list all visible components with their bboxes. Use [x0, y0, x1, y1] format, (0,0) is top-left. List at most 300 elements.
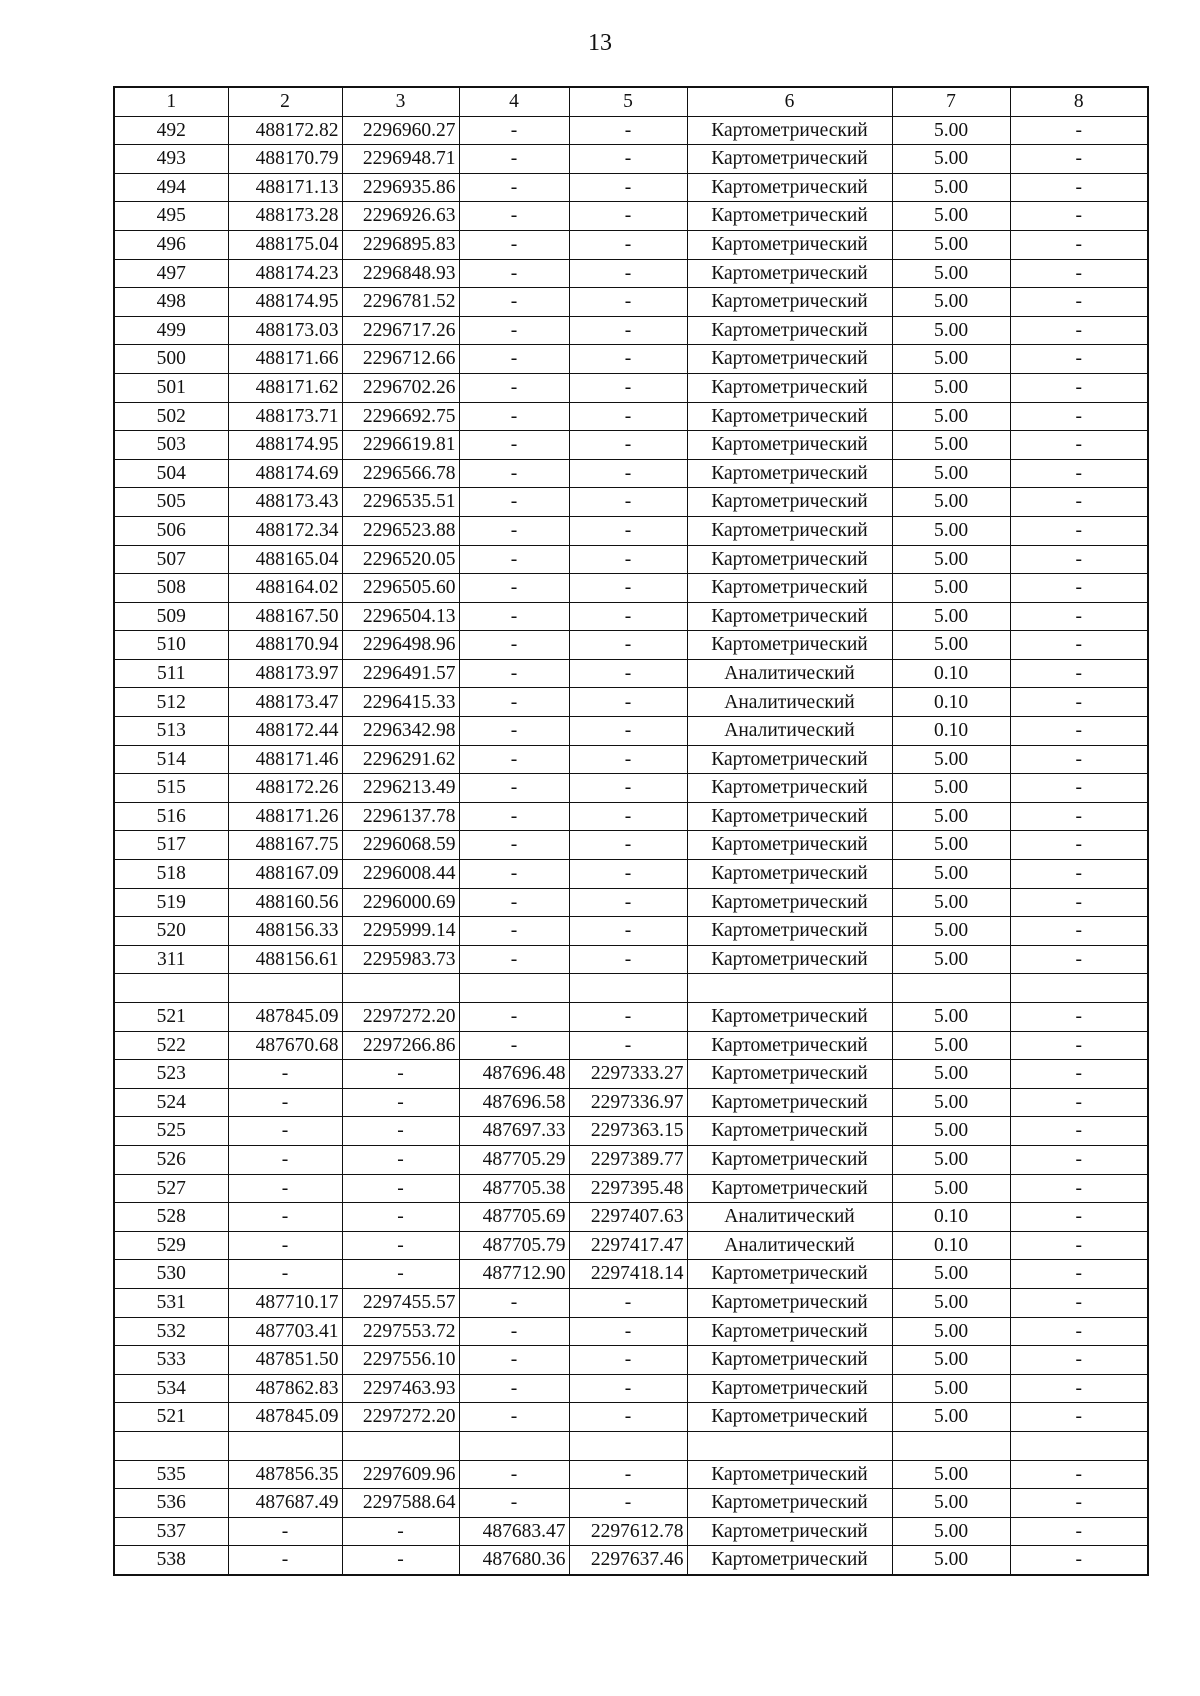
- table-row: [114, 1031, 1148, 1060]
- table-cell-col-7: 5.00: [892, 1260, 1010, 1289]
- table-cell-col-2: 488172.34: [228, 516, 342, 545]
- table-cell-col-8: -: [1010, 173, 1148, 202]
- table-cell-col-2: 488173.47: [228, 688, 342, 717]
- table-cell-col-2: 487862.83: [228, 1374, 342, 1403]
- table-cell-col-7: 5.00: [892, 431, 1010, 460]
- table-cell-col-1: 531: [114, 1288, 228, 1317]
- table-cell-col-5: -: [569, 1460, 687, 1489]
- table-cell-col-7: 5.00: [892, 1174, 1010, 1203]
- table-row: [114, 1174, 1148, 1203]
- table-cell-col-3: 2297609.96: [342, 1460, 459, 1489]
- column-header-4: 4: [459, 87, 569, 116]
- table-row: [114, 659, 1148, 688]
- table-cell-col-8: -: [1010, 774, 1148, 803]
- table-cell-col-5: -: [569, 1288, 687, 1317]
- table-cell-col-4: -: [459, 230, 569, 259]
- table-cell-col-5: 2297389.77: [569, 1145, 687, 1174]
- table-cell-col-3: 2296717.26: [342, 316, 459, 345]
- table-cell-col-3: -: [342, 1260, 459, 1289]
- table-cell-col-3: 2296702.26: [342, 373, 459, 402]
- table-cell-col-7: 0.10: [892, 659, 1010, 688]
- table-cell-col-4: -: [459, 373, 569, 402]
- coordinates-table: [113, 86, 1149, 1576]
- table-cell-col-1: 504: [114, 459, 228, 488]
- table-cell-col-6: Картометрический: [687, 230, 892, 259]
- table-cell-col-7: 5.00: [892, 1317, 1010, 1346]
- table-cell-col-2: 487687.49: [228, 1489, 342, 1518]
- table-cell-col-5: -: [569, 717, 687, 746]
- table-cell-col-5: -: [569, 345, 687, 374]
- table-cell-col-7: 5.00: [892, 945, 1010, 974]
- table-cell-col-8: -: [1010, 1260, 1148, 1289]
- table-cell-col-1: 534: [114, 1374, 228, 1403]
- table-cell-col-3: 2296213.49: [342, 774, 459, 803]
- table-cell-col-2: -: [228, 1517, 342, 1546]
- table-cell-col-8: -: [1010, 1231, 1148, 1260]
- table-cell-col-3: [342, 974, 459, 1003]
- table-cell-col-6: Картометрический: [687, 1288, 892, 1317]
- table-cell-col-8: -: [1010, 1517, 1148, 1546]
- table-cell-col-8: -: [1010, 1088, 1148, 1117]
- table-cell-col-2: -: [228, 1546, 342, 1575]
- table-cell-col-3: 2296520.05: [342, 545, 459, 574]
- table-cell-col-7: 5.00: [892, 1003, 1010, 1032]
- table-cell-col-8: -: [1010, 1174, 1148, 1203]
- table-cell-col-2: 488171.26: [228, 802, 342, 831]
- table-cell-col-4: -: [459, 602, 569, 631]
- table-cell-col-3: 2295983.73: [342, 945, 459, 974]
- table-cell-col-4: -: [459, 1031, 569, 1060]
- table-cell-col-4: -: [459, 831, 569, 860]
- table-cell-col-4: -: [459, 1489, 569, 1518]
- table-cell-col-3: 2296895.83: [342, 230, 459, 259]
- table-row: [114, 1517, 1148, 1546]
- table-cell-col-5: -: [569, 173, 687, 202]
- table-cell-col-1: 524: [114, 1088, 228, 1117]
- table-cell-col-1: 522: [114, 1031, 228, 1060]
- table-cell-col-8: -: [1010, 1317, 1148, 1346]
- table-cell-col-7: 5.00: [892, 1288, 1010, 1317]
- table-cell-col-8: -: [1010, 1288, 1148, 1317]
- table-row: [114, 1403, 1148, 1432]
- table-cell-col-6: Картометрический: [687, 1003, 892, 1032]
- table-cell-col-7: 5.00: [892, 402, 1010, 431]
- table-cell-col-7: 5.00: [892, 1145, 1010, 1174]
- table-cell-col-4: -: [459, 431, 569, 460]
- table-cell-col-1: 521: [114, 1403, 228, 1432]
- table-cell-col-3: 2296000.69: [342, 888, 459, 917]
- table-cell-col-7: 5.00: [892, 745, 1010, 774]
- table-cell-col-6: Картометрический: [687, 516, 892, 545]
- table-row: [114, 945, 1148, 974]
- table-cell-col-8: -: [1010, 688, 1148, 717]
- table-cell-col-2: 487845.09: [228, 1403, 342, 1432]
- table-cell-col-6: [687, 974, 892, 1003]
- table-cell-col-4: -: [459, 631, 569, 660]
- table-cell-col-5: -: [569, 316, 687, 345]
- table-cell-col-6: Картометрический: [687, 373, 892, 402]
- table-cell-col-7: 5.00: [892, 1088, 1010, 1117]
- table-cell-col-2: 488175.04: [228, 230, 342, 259]
- table-row: [114, 288, 1148, 317]
- table-cell-col-5: -: [569, 1374, 687, 1403]
- table-cell-col-6: Картометрический: [687, 831, 892, 860]
- table-cell-col-1: 538: [114, 1546, 228, 1575]
- table-cell-col-3: 2297266.86: [342, 1031, 459, 1060]
- table-cell-col-8: -: [1010, 1031, 1148, 1060]
- table-cell-col-8: -: [1010, 631, 1148, 660]
- table-cell-col-6: Картометрический: [687, 488, 892, 517]
- table-cell-col-8: -: [1010, 545, 1148, 574]
- table-cell-col-2: 487710.17: [228, 1288, 342, 1317]
- table-cell-col-3: 2296926.63: [342, 202, 459, 231]
- table-cell-col-1: 528: [114, 1203, 228, 1232]
- table-cell-col-5: 2297395.48: [569, 1174, 687, 1203]
- table-cell-col-3: -: [342, 1174, 459, 1203]
- table-cell-col-4: -: [459, 917, 569, 946]
- table-cell-col-1: 505: [114, 488, 228, 517]
- table-cell-col-3: -: [342, 1060, 459, 1089]
- column-header-7: 7: [892, 87, 1010, 116]
- table-cell-col-6: Картометрический: [687, 1117, 892, 1146]
- table-cell-col-2: 488174.95: [228, 431, 342, 460]
- table-cell-col-3: 2296935.86: [342, 173, 459, 202]
- table-cell-col-3: 2295999.14: [342, 917, 459, 946]
- table-cell-col-7: 5.00: [892, 888, 1010, 917]
- table-cell-col-1: 516: [114, 802, 228, 831]
- table-cell-col-1: 311: [114, 945, 228, 974]
- table-cell-col-5: 2297418.14: [569, 1260, 687, 1289]
- table-cell-col-8: -: [1010, 945, 1148, 974]
- table-cell-col-3: 2296712.66: [342, 345, 459, 374]
- table-cell-col-2: 488173.43: [228, 488, 342, 517]
- table-cell-col-2: 488173.97: [228, 659, 342, 688]
- column-header-1: 1: [114, 87, 228, 116]
- table-cell-col-3: -: [342, 1145, 459, 1174]
- table-cell-col-2: -: [228, 1060, 342, 1089]
- table-cell-col-2: 487703.41: [228, 1317, 342, 1346]
- table-cell-col-8: -: [1010, 1489, 1148, 1518]
- table-cell-col-7: 5.00: [892, 202, 1010, 231]
- table-cell-col-2: 487851.50: [228, 1346, 342, 1375]
- table-cell-col-3: 2296523.88: [342, 516, 459, 545]
- table-cell-col-8: -: [1010, 1117, 1148, 1146]
- table-cell-col-7: 5.00: [892, 373, 1010, 402]
- table-cell-col-1: 512: [114, 688, 228, 717]
- table-cell-col-5: -: [569, 116, 687, 145]
- table-cell-col-3: 2296948.71: [342, 145, 459, 174]
- table-cell-col-5: -: [569, 1003, 687, 1032]
- table-cell-col-8: -: [1010, 802, 1148, 831]
- table-cell-col-4: 487712.90: [459, 1260, 569, 1289]
- table-cell-col-1: 497: [114, 259, 228, 288]
- separator-row: [114, 1431, 1148, 1460]
- separator-row: [114, 974, 1148, 1003]
- table-cell-col-4: -: [459, 516, 569, 545]
- table-row: [114, 602, 1148, 631]
- table-cell-col-3: 2296291.62: [342, 745, 459, 774]
- table-cell-col-2: 487845.09: [228, 1003, 342, 1032]
- table-cell-col-6: Картометрический: [687, 316, 892, 345]
- table-cell-col-4: -: [459, 459, 569, 488]
- table-cell-col-8: -: [1010, 1145, 1148, 1174]
- table-cell-col-6: Картометрический: [687, 1374, 892, 1403]
- table-row: [114, 230, 1148, 259]
- table-cell-col-3: 2296491.57: [342, 659, 459, 688]
- table-cell-col-6: Картометрический: [687, 802, 892, 831]
- table-cell-col-1: 495: [114, 202, 228, 231]
- table-cell-col-4: -: [459, 802, 569, 831]
- table-row: [114, 1145, 1148, 1174]
- table-row: [114, 1060, 1148, 1089]
- table-cell-col-1: 527: [114, 1174, 228, 1203]
- table-cell-col-6: Картометрический: [687, 431, 892, 460]
- table-row: [114, 1003, 1148, 1032]
- table-cell-col-7: [892, 1431, 1010, 1460]
- table-cell-col-2: 488172.82: [228, 116, 342, 145]
- table-cell-col-6: Картометрический: [687, 1346, 892, 1375]
- table-cell-col-5: -: [569, 402, 687, 431]
- table-cell-col-5: -: [569, 659, 687, 688]
- table-cell-col-4: -: [459, 488, 569, 517]
- table-row: [114, 488, 1148, 517]
- table-row: [114, 1231, 1148, 1260]
- table-cell-col-3: -: [342, 1231, 459, 1260]
- table-cell-col-3: 2297455.57: [342, 1288, 459, 1317]
- table-cell-col-7: 5.00: [892, 1403, 1010, 1432]
- table-cell-col-6: Картометрический: [687, 860, 892, 889]
- table-cell-col-2: -: [228, 1088, 342, 1117]
- table-header-row: [114, 87, 1148, 116]
- table-cell-col-6: Аналитический: [687, 659, 892, 688]
- table-cell-col-5: 2297363.15: [569, 1117, 687, 1146]
- table-cell-col-3: 2297272.20: [342, 1403, 459, 1432]
- table-cell-col-7: 5.00: [892, 1460, 1010, 1489]
- table-cell-col-2: 488173.71: [228, 402, 342, 431]
- table-row: [114, 688, 1148, 717]
- column-header-6: 6: [687, 87, 892, 116]
- table-cell-col-7: [892, 974, 1010, 1003]
- table-cell-col-8: [1010, 974, 1148, 1003]
- table-cell-col-1: 493: [114, 145, 228, 174]
- table-cell-col-6: Картометрический: [687, 745, 892, 774]
- table-cell-col-8: -: [1010, 230, 1148, 259]
- table-cell-col-5: -: [569, 574, 687, 603]
- table-cell-col-4: -: [459, 1403, 569, 1432]
- table-cell-col-1: [114, 974, 228, 1003]
- table-cell-col-8: -: [1010, 1374, 1148, 1403]
- table-cell-col-6: Картометрический: [687, 202, 892, 231]
- table-cell-col-5: -: [569, 1489, 687, 1518]
- table-cell-col-2: 488164.02: [228, 574, 342, 603]
- table-cell-col-5: -: [569, 917, 687, 946]
- table-cell-col-4: -: [459, 745, 569, 774]
- table-cell-col-8: -: [1010, 831, 1148, 860]
- table-cell-col-4: -: [459, 202, 569, 231]
- table-row: [114, 459, 1148, 488]
- table-cell-col-7: 5.00: [892, 1031, 1010, 1060]
- table-cell-col-4: -: [459, 1003, 569, 1032]
- page-number: 13: [588, 30, 612, 56]
- table-cell-col-7: 5.00: [892, 574, 1010, 603]
- table-cell-col-7: 5.00: [892, 316, 1010, 345]
- table-cell-col-5: -: [569, 373, 687, 402]
- table-cell-col-1: 508: [114, 574, 228, 603]
- table-cell-col-2: 488156.33: [228, 917, 342, 946]
- table-cell-col-1: [114, 1431, 228, 1460]
- table-cell-col-7: 5.00: [892, 1117, 1010, 1146]
- table-cell-col-3: 2296505.60: [342, 574, 459, 603]
- table-cell-col-3: 2297272.20: [342, 1003, 459, 1032]
- table-cell-col-8: -: [1010, 316, 1148, 345]
- table-row: [114, 259, 1148, 288]
- table-row: [114, 1489, 1148, 1518]
- table-cell-col-8: -: [1010, 345, 1148, 374]
- table-cell-col-7: 5.00: [892, 917, 1010, 946]
- table-cell-col-2: [228, 1431, 342, 1460]
- table-cell-col-5: 2297637.46: [569, 1546, 687, 1575]
- table-cell-col-6: Картометрический: [687, 1260, 892, 1289]
- table-row: [114, 1088, 1148, 1117]
- table-cell-col-4: -: [459, 1460, 569, 1489]
- table-row: [114, 1260, 1148, 1289]
- table-row: [114, 545, 1148, 574]
- table-cell-col-3: 2296848.93: [342, 259, 459, 288]
- table-cell-col-4: -: [459, 1346, 569, 1375]
- table-cell-col-6: Картометрический: [687, 1317, 892, 1346]
- table-cell-col-7: 5.00: [892, 488, 1010, 517]
- table-cell-col-1: 525: [114, 1117, 228, 1146]
- table-cell-col-6: Картометрический: [687, 173, 892, 202]
- table-cell-col-1: 499: [114, 316, 228, 345]
- table-cell-col-1: 535: [114, 1460, 228, 1489]
- table-cell-col-2: -: [228, 1145, 342, 1174]
- table-cell-col-1: 520: [114, 917, 228, 946]
- table-cell-col-2: 488171.13: [228, 173, 342, 202]
- table-cell-col-8: -: [1010, 373, 1148, 402]
- table-cell-col-2: -: [228, 1117, 342, 1146]
- table-cell-col-7: 5.00: [892, 345, 1010, 374]
- table-cell-col-6: Картометрический: [687, 1403, 892, 1432]
- table-cell-col-2: 488174.95: [228, 288, 342, 317]
- table-cell-col-3: -: [342, 1088, 459, 1117]
- table-row: [114, 1317, 1148, 1346]
- table-cell-col-2: 488165.04: [228, 545, 342, 574]
- table-cell-col-7: 5.00: [892, 116, 1010, 145]
- table-cell-col-7: 5.00: [892, 1060, 1010, 1089]
- table-cell-col-5: -: [569, 1031, 687, 1060]
- table-cell-col-8: -: [1010, 145, 1148, 174]
- table-cell-col-1: 529: [114, 1231, 228, 1260]
- table-cell-col-1: 518: [114, 860, 228, 889]
- table-cell-col-8: -: [1010, 1060, 1148, 1089]
- table-cell-col-1: 511: [114, 659, 228, 688]
- table-cell-col-4: -: [459, 1317, 569, 1346]
- table-cell-col-2: -: [228, 1203, 342, 1232]
- table-cell-col-4: -: [459, 717, 569, 746]
- table-cell-col-6: Картометрический: [687, 1546, 892, 1575]
- table-cell-col-2: 488173.03: [228, 316, 342, 345]
- table-row: [114, 431, 1148, 460]
- table-cell-col-7: 5.00: [892, 1517, 1010, 1546]
- table-cell-col-7: 5.00: [892, 1374, 1010, 1403]
- table-cell-col-6: Картометрический: [687, 1174, 892, 1203]
- table-cell-col-1: 533: [114, 1346, 228, 1375]
- table-cell-col-8: -: [1010, 516, 1148, 545]
- table-cell-col-8: -: [1010, 745, 1148, 774]
- table-cell-col-6: Картометрический: [687, 574, 892, 603]
- table-cell-col-1: 509: [114, 602, 228, 631]
- table-cell-col-7: 5.00: [892, 831, 1010, 860]
- table-cell-col-8: [1010, 1431, 1148, 1460]
- table-cell-col-5: -: [569, 202, 687, 231]
- table-cell-col-5: -: [569, 516, 687, 545]
- table-cell-col-5: -: [569, 230, 687, 259]
- table-cell-col-2: 488171.46: [228, 745, 342, 774]
- table-cell-col-8: -: [1010, 860, 1148, 889]
- table-cell-col-1: 515: [114, 774, 228, 803]
- table-cell-col-3: 2296781.52: [342, 288, 459, 317]
- table-cell-col-5: -: [569, 288, 687, 317]
- table-cell-col-4: 487683.47: [459, 1517, 569, 1546]
- table-cell-col-4: -: [459, 888, 569, 917]
- table-cell-col-8: -: [1010, 116, 1148, 145]
- table-cell-col-2: 488171.62: [228, 373, 342, 402]
- table-cell-col-8: -: [1010, 574, 1148, 603]
- table-row: [114, 1374, 1148, 1403]
- table-cell-col-1: 537: [114, 1517, 228, 1546]
- table-cell-col-3: -: [342, 1117, 459, 1146]
- table-row: [114, 145, 1148, 174]
- table-row: [114, 202, 1148, 231]
- table-row: [114, 631, 1148, 660]
- table-cell-col-8: -: [1010, 402, 1148, 431]
- table-cell-col-1: 507: [114, 545, 228, 574]
- table-cell-col-4: 487696.58: [459, 1088, 569, 1117]
- column-header-5: 5: [569, 87, 687, 116]
- table-row: [114, 1117, 1148, 1146]
- table-cell-col-7: 0.10: [892, 688, 1010, 717]
- table-cell-col-6: Картометрический: [687, 402, 892, 431]
- table-cell-col-4: -: [459, 1374, 569, 1403]
- table-cell-col-5: -: [569, 145, 687, 174]
- table-cell-col-4: 487705.69: [459, 1203, 569, 1232]
- table-cell-col-4: 487697.33: [459, 1117, 569, 1146]
- table-cell-col-5: -: [569, 602, 687, 631]
- table-cell-col-1: 492: [114, 116, 228, 145]
- table-row: [114, 116, 1148, 145]
- table-cell-col-7: 5.00: [892, 602, 1010, 631]
- table-cell-col-2: 488167.75: [228, 831, 342, 860]
- table-cell-col-2: 488160.56: [228, 888, 342, 917]
- table-cell-col-1: 494: [114, 173, 228, 202]
- table-cell-col-6: Аналитический: [687, 717, 892, 746]
- table-row: [114, 745, 1148, 774]
- table-cell-col-3: 2296960.27: [342, 116, 459, 145]
- table-row: [114, 774, 1148, 803]
- table-row: [114, 345, 1148, 374]
- table-cell-col-1: 532: [114, 1317, 228, 1346]
- table-cell-col-1: 536: [114, 1489, 228, 1518]
- table-cell-col-6: Картометрический: [687, 1060, 892, 1089]
- table-row: [114, 373, 1148, 402]
- table-row: [114, 1288, 1148, 1317]
- table-cell-col-2: -: [228, 1231, 342, 1260]
- table-cell-col-6: Аналитический: [687, 688, 892, 717]
- table-cell-col-8: -: [1010, 459, 1148, 488]
- table-cell-col-6: Картометрический: [687, 145, 892, 174]
- table-cell-col-6: Картометрический: [687, 1489, 892, 1518]
